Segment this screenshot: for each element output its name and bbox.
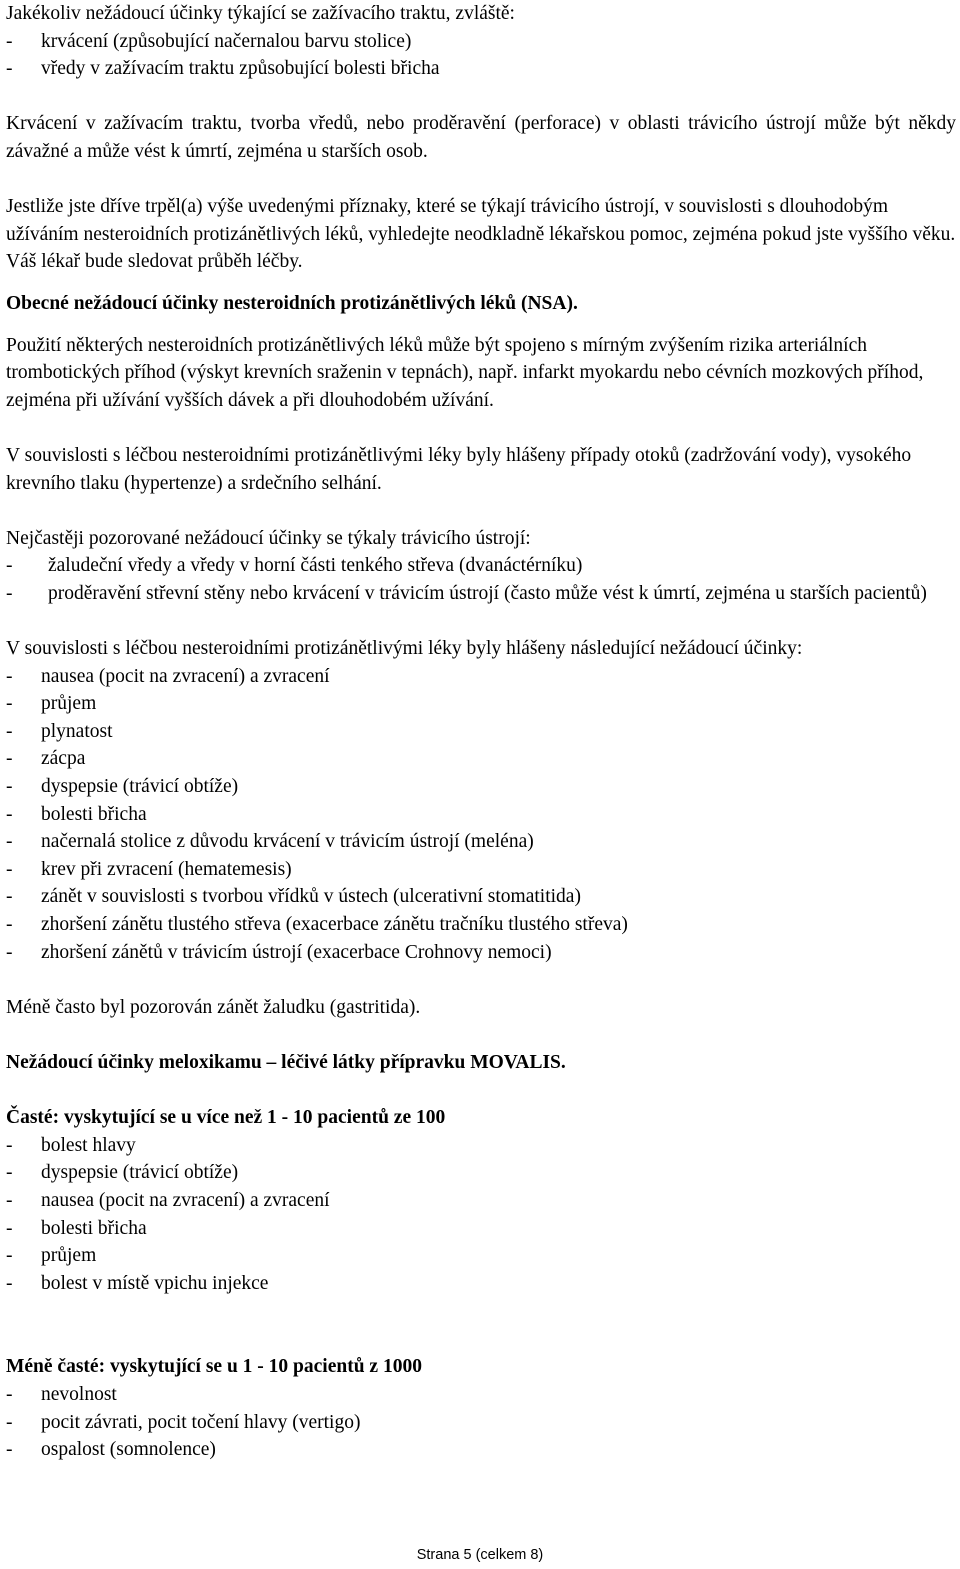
list-marker: - (6, 1162, 13, 1184)
list-marker: - (6, 1439, 13, 1461)
list-item: - zhoršení zánětů v trávicím ústrojí (exacerbace Crohnovy nemoci) (6, 939, 956, 967)
page-footer: Strana 5 (celkem 8) (416, 1547, 544, 1563)
reported-effects-heading: V souvislosti s léčbou nesteroidními protizánětlivými léky byly hlášeny následující nežádoucí účinky: (6, 638, 803, 660)
list-marker: - (6, 582, 13, 604)
list-marker: - (6, 1217, 13, 1239)
intro-list (6, 28, 956, 83)
list-marker: - (6, 914, 13, 935)
list-item: - ospalost (somnolence) (6, 1436, 956, 1464)
list-item: - krvácení (způsobující načernalou barvu stolice) (6, 28, 956, 56)
paragraph-thrombotic-risk: Použití některých nesteroidních protizánětlivých léků může být spojeno s mírným zvýšením rizika arteriálních trombotických příhod (výskyt krevních sraženin v tepnách), např. infarkt myokardu nebo cévních mozkových příhod, zejména při užívání vyšších dávek a při dlouhodobém užívání. (6, 334, 924, 411)
heading-meloxicam-effects: Nežádoucí účinky meloxikamu – léčivé látky přípravku MOVALIS. (6, 1051, 566, 1073)
heading-general-effects: Obecné nežádoucí účinky nesteroidních protizánětlivých léků (NSA). (6, 292, 578, 314)
list-item: - zhoršení zánětu tlustého střeva (exacerbace zánětu tračníku tlustého střeva) (6, 911, 956, 939)
list-item: - dyspepsie (trávicí obtíže) (6, 1159, 956, 1187)
list-marker: - (6, 748, 13, 770)
list-marker: - (6, 693, 13, 715)
common-gi-heading: Nejčastěji pozorované nežádoucí účinky se týkaly trávicího ústrojí: (6, 527, 531, 549)
list-marker: - (6, 831, 13, 853)
list-marker: - (6, 941, 13, 963)
paragraph-edema: V souvislosti s léčbou nesteroidními protizánětlivými léky byly hlášeny případy otoků (zadržování vody), vysokého krevního tlaku (hypertenze) a srdečního selhání. (6, 444, 912, 494)
list-item: - nevolnost (6, 1381, 956, 1409)
list-marker: - (6, 803, 13, 825)
list-item: - plynatost (6, 718, 956, 746)
list-item: - vředy v zažívacím traktu způsobující bolesti břicha (6, 55, 956, 83)
less-frequent-heading: Méně časté: vyskytující se u 1 - 10 pacientů z 1000 (6, 1356, 422, 1378)
less-frequent-list (6, 1381, 956, 1464)
frequent-heading: Časté: vyskytující se u více než 1 - 10 pacientů ze 100 (6, 1107, 446, 1129)
list-item: - proděravění střevní stěny nebo krvácení v trávicím ústrojí (často může vést k úmrtí, zejména u starších pacientů) (6, 580, 956, 608)
list-item: - bolest hlavy (6, 1132, 956, 1160)
list-item: - průjem (6, 1242, 956, 1270)
list-item: - nausea (pocit na zvracení) a zvracení (6, 1187, 956, 1215)
list-marker: - (6, 776, 13, 798)
list-item: - bolest v místě vpichu injekce (6, 1270, 956, 1298)
list-item: - krev při zvracení (hematemesis) (6, 856, 956, 884)
list-item: - načernalá stolice z důvodu krvácení v trávicím ústrojí (meléna) (6, 828, 956, 856)
intro-heading: Jakékoliv nežádoucí účinky týkající se zažívacího traktu, zvláště: (6, 3, 515, 24)
list-item: - bolesti břicha (6, 1215, 956, 1243)
list-item: - průjem (6, 690, 956, 718)
list-marker: - (6, 1272, 13, 1294)
list-marker: - (6, 665, 13, 687)
list-marker: - (6, 30, 13, 52)
common-gi-list (6, 552, 956, 607)
list-item: - bolesti břicha (6, 801, 956, 829)
list-item: - dyspepsie (trávicí obtíže) (6, 773, 956, 801)
paragraph-gastritis: Méně často byl pozorován zánět žaludku (gastritida). (6, 996, 421, 1018)
document-page (6, 0, 956, 1464)
list-item: - zácpa (6, 745, 956, 773)
reported-effects-list (6, 663, 956, 967)
list-marker: - (6, 1189, 13, 1211)
list-item: - zánět v souvislosti s tvorbou vřídků v ústech (ulcerativní stomatitida) (6, 883, 956, 911)
list-marker: - (6, 1245, 13, 1267)
list-marker: - (6, 1411, 13, 1433)
list-marker: - (6, 720, 13, 742)
frequent-list (6, 1132, 956, 1298)
paragraph-previous-symptoms: Jestliže jste dříve trpěl(a) výše uvedenými příznaky, které se týkají trávicího ústrojí, v souvislosti s dlouhodobým užíváním nesteroidních protizánětlivých léků, vyhledejte neodkladně lékařskou pomoc, zejména pokud jste vyššího věku. Váš lékař bude sledovat průběh léčby. (6, 196, 956, 273)
list-marker: - (6, 1134, 13, 1156)
list-marker: - (6, 555, 13, 577)
list-marker: - (6, 1383, 13, 1405)
list-item: - pocit závrati, pocit točení hlavy (vertigo) (6, 1409, 956, 1437)
list-marker: - (6, 886, 13, 908)
list-item: - žaludeční vředy a vředy v horní části tenkého střeva (dvanáctérníku) (6, 552, 956, 580)
paragraph-bleeding: Krvácení v zažívacím traktu, tvorba vředů, nebo proděravění (perforace) v oblasti trávicího ústrojí může být někdy závažné a může vést k úmrtí, zejména u starších osob. (6, 113, 956, 162)
list-marker: - (6, 858, 13, 880)
list-item: - nausea (pocit na zvracení) a zvracení (6, 663, 956, 691)
list-marker: - (6, 58, 13, 80)
